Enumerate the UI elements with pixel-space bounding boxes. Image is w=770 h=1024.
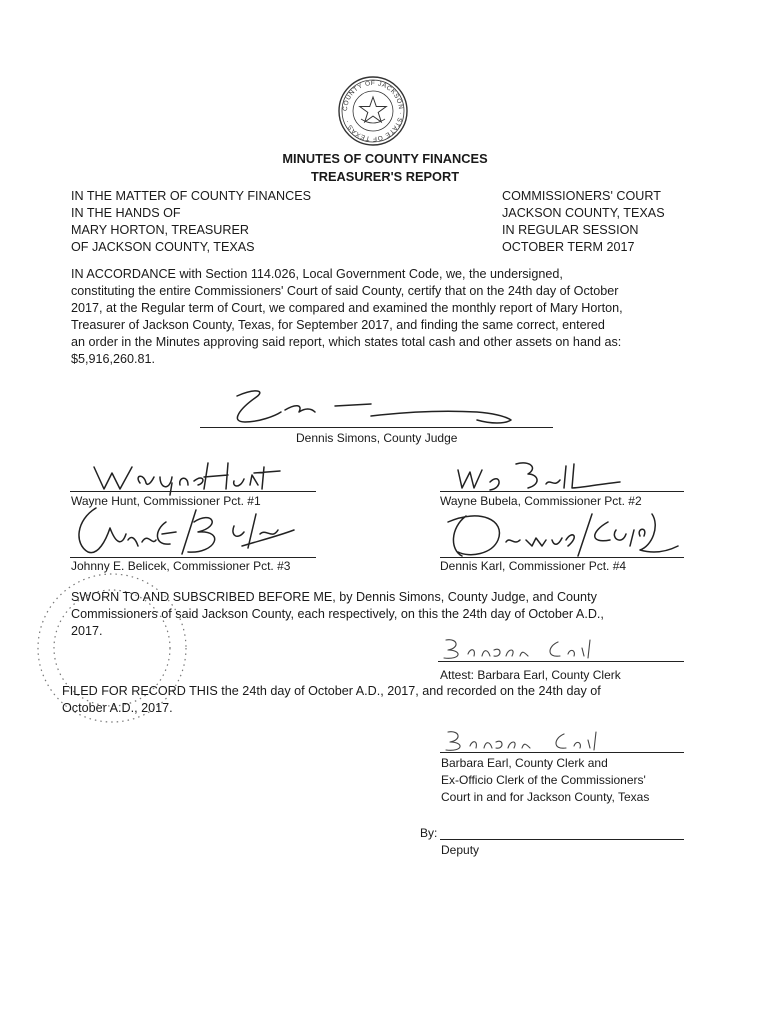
attest-signature-line — [438, 661, 684, 662]
pct4-signature — [440, 506, 680, 560]
paragraph-line: constituting the entire Commissioners' Court of said County, certify that on the 24th day of October — [71, 284, 619, 298]
seal-star-icon — [360, 97, 387, 122]
clerk-block — [441, 755, 649, 806]
pct2-signature — [450, 458, 630, 494]
filed-line: October A.D., 2017. — [62, 701, 173, 715]
matter-left-line: OF JACKSON COUNTY, TEXAS — [71, 240, 255, 254]
pct3-caption: Johnny E. Belicek, Commissioner Pct. #3 — [71, 559, 291, 573]
deputy-caption: Deputy — [441, 843, 480, 857]
deputy-signature-line — [440, 839, 684, 840]
judge-signature-line — [200, 427, 553, 428]
filed-line: FILED FOR RECORD THIS the 24th day of October A.D., 2017, and recorded on the 24th day of — [62, 684, 601, 698]
matter-right-line: IN REGULAR SESSION — [502, 223, 639, 237]
clerk-signature-line — [440, 752, 684, 753]
matter-left-line: IN THE MATTER OF COUNTY FINANCES — [71, 189, 311, 203]
filed-paragraph — [62, 683, 601, 717]
matter-right-line: COMMISSIONERS' COURT — [502, 189, 661, 203]
sworn-paragraph — [71, 589, 604, 640]
county-seal — [337, 75, 409, 147]
paragraph-line: IN ACCORDANCE with Section 114.026, Local Government Code, we, the undersigned, — [71, 267, 563, 281]
pct1-caption: Wayne Hunt, Commissioner Pct. #1 — [71, 494, 261, 508]
seal-text: COUNTY OF JACKSON · STATE OF TEXAS · — [341, 79, 405, 143]
matter-left-line: IN THE HANDS OF — [71, 206, 181, 220]
paragraph-line: 2017, at the Regular term of Court, we compared and examined the monthly report of Mary Horton, — [71, 301, 623, 315]
matter-right-line: OCTOBER TERM 2017 — [502, 240, 635, 254]
sworn-line: Commissioners of said Jackson County, each respectively, on this the 24th day of October A.D., — [71, 607, 604, 621]
certification-paragraph — [71, 266, 686, 368]
attest-signature — [438, 634, 638, 664]
pct4-signature-line — [440, 557, 684, 558]
matter-right-line: JACKSON COUNTY, TEXAS — [502, 206, 665, 220]
pct1-signature-line — [70, 491, 316, 492]
paragraph-line: $5,916,260.81. — [71, 352, 156, 366]
matter-left-block — [71, 188, 311, 256]
clerk-line: Ex-Officio Clerk of the Commissioners' — [441, 773, 646, 787]
pct2-caption: Wayne Bubela, Commissioner Pct. #2 — [440, 494, 642, 508]
matter-right-block — [502, 188, 665, 256]
document-title: MINUTES OF COUNTY FINANCES — [282, 151, 488, 166]
clerk-line: Court in and for Jackson County, Texas — [441, 790, 650, 804]
paragraph-line: an order in the Minutes approving said report, which states total cash and other assets on hand as: — [71, 335, 622, 349]
by-label: By: — [420, 826, 438, 840]
matter-left-line: MARY HORTON, TREASURER — [71, 223, 249, 237]
document-subtitle: TREASURER'S REPORT — [310, 169, 460, 184]
pct3-signature-line — [70, 557, 316, 558]
pct3-signature — [66, 500, 296, 560]
paragraph-line: Treasurer of Jackson County, Texas, for September 2017, and finding the same correct, entered — [71, 318, 605, 332]
judge-caption: Dennis Simons, County Judge — [296, 431, 458, 445]
attest-caption: Attest: Barbara Earl, County Clerk — [440, 668, 621, 682]
judge-signature — [215, 382, 535, 432]
pct4-caption: Dennis Karl, Commissioner Pct. #4 — [440, 559, 627, 573]
sworn-line: 2017. — [71, 624, 103, 638]
sworn-line: SWORN TO AND SUBSCRIBED BEFORE ME, by Dennis Simons, County Judge, and County — [71, 590, 597, 604]
pct2-signature-line — [440, 491, 684, 492]
pct1-signature — [86, 455, 286, 495]
clerk-line: Barbara Earl, County Clerk and — [441, 756, 608, 770]
svg-text:COUNTY OF JACKSON · STATE OF T — [342, 80, 404, 142]
